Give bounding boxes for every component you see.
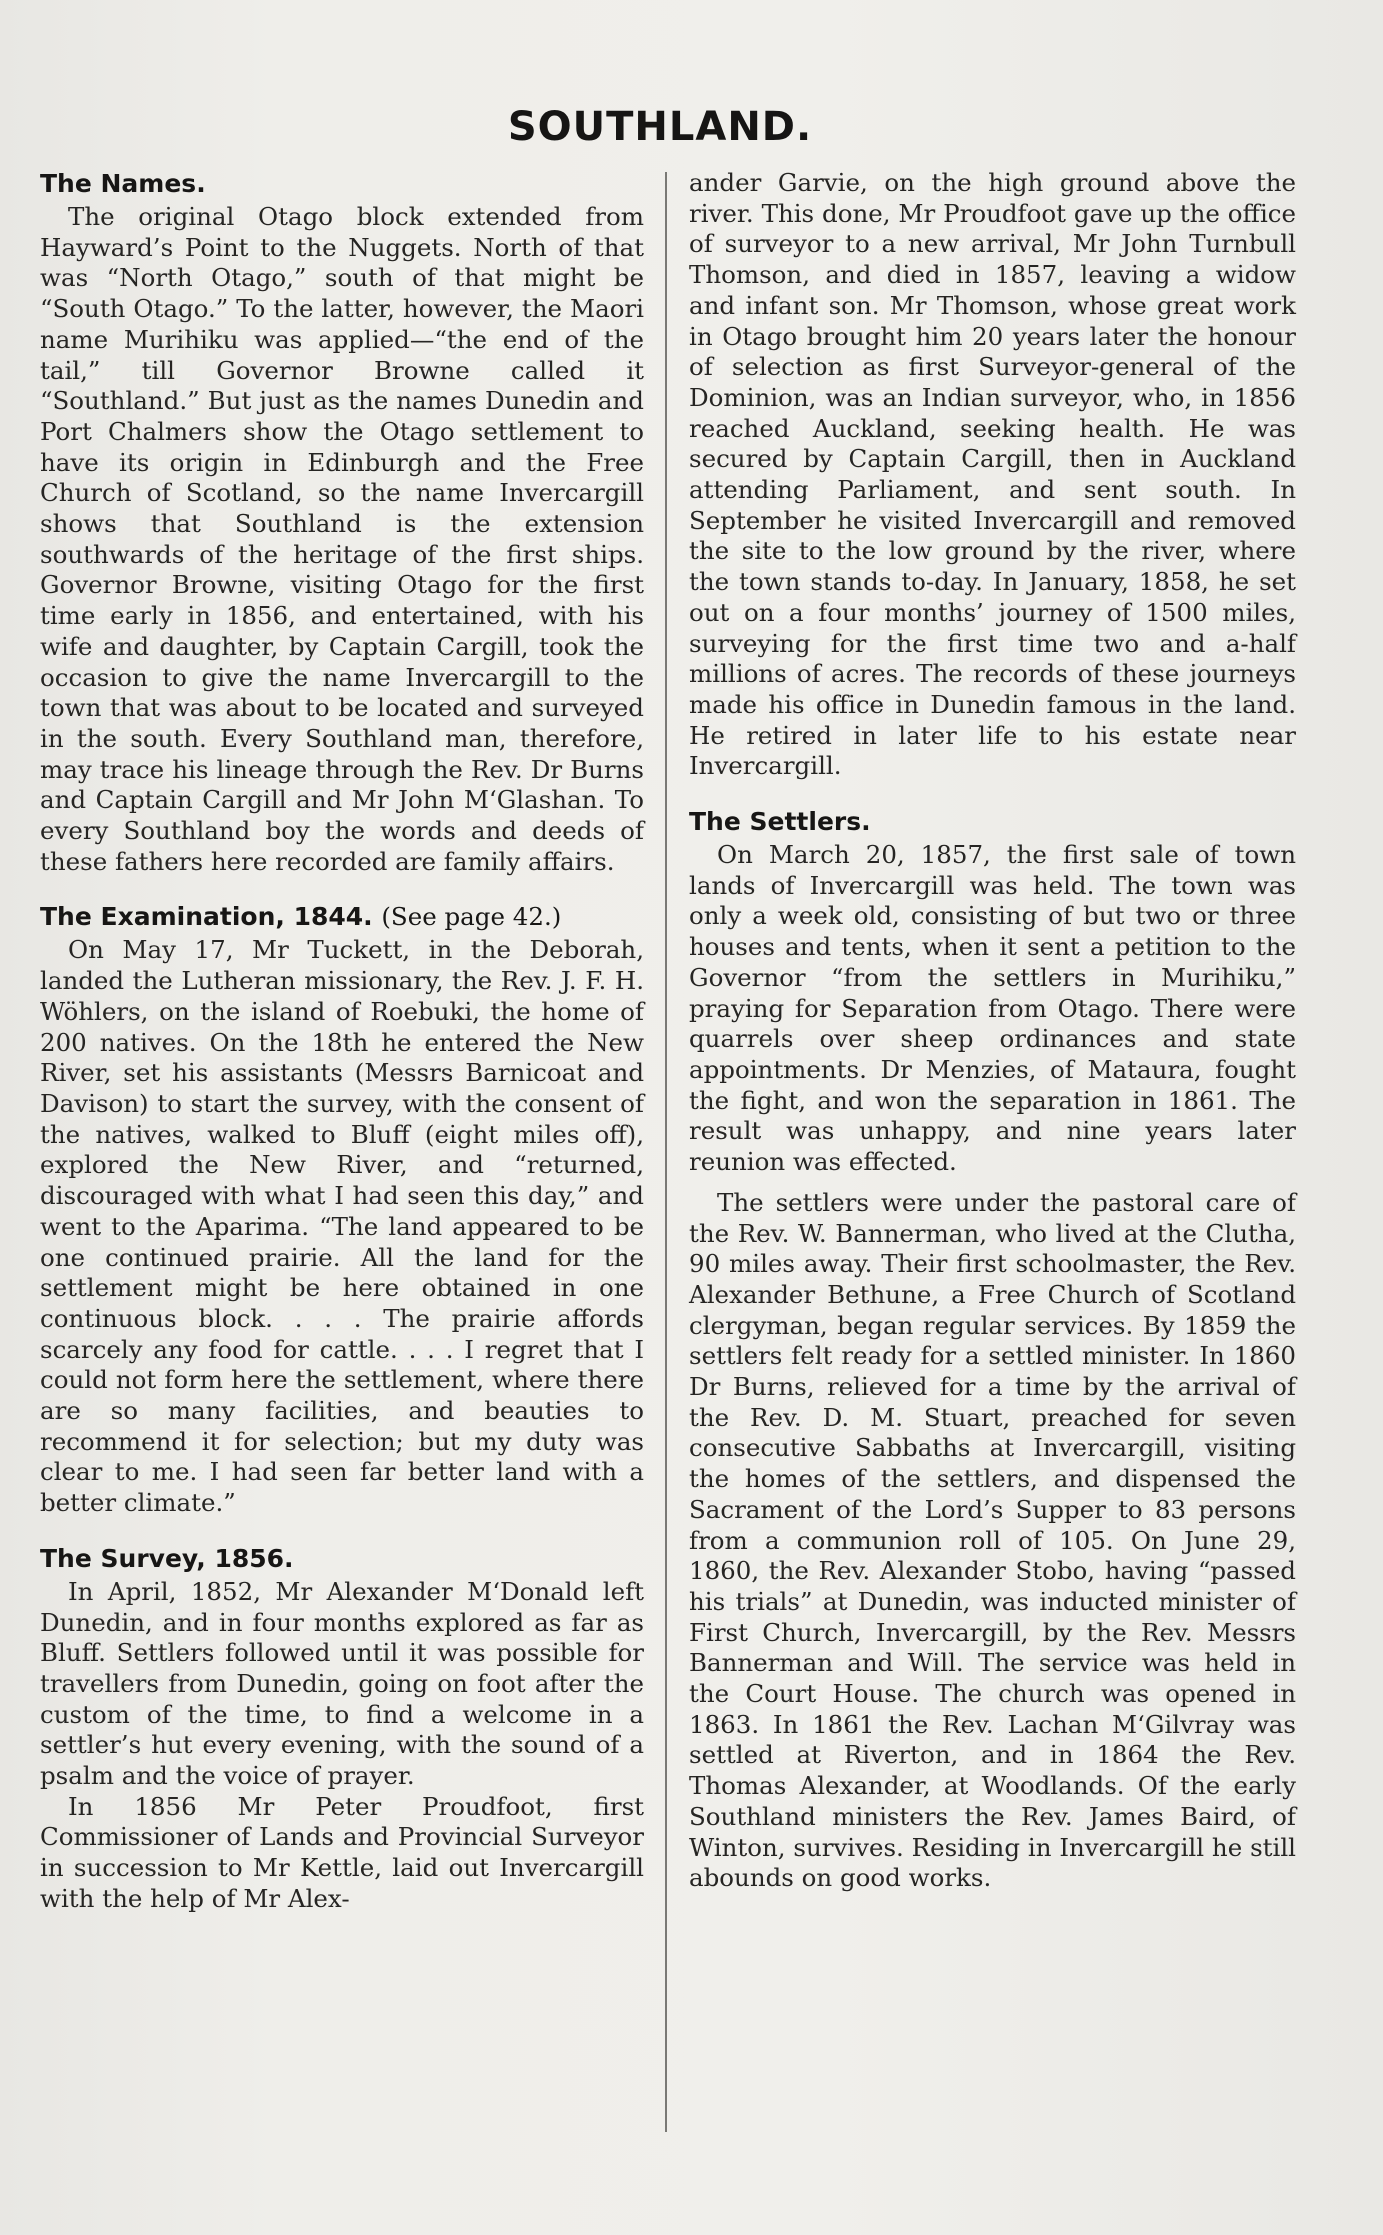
page-title: SOUTHLAND.	[507, 104, 813, 150]
section-heading-names: The Names.	[40, 169, 206, 198]
section-heading-settlers: The Settlers.	[689, 807, 871, 837]
paragraph-settlers-2: The settlers were under the pastoral care of the Rev. W. Bannerman, who lived at the Clutha, 90 miles away. Their first schoolmaster, the Rev. Alexander Bethune, a Free Church of Scotland clergyman, began regular services. By 1859 the settlers felt ready for a settled minister. In 1860 Dr Burns, relieved for a time by the arrival of the Rev. D. M. Stuart, preached for seven consecutive Sabbaths at Invercargill, visiting the homes of the settlers, and dispensed the Sacrament of the Lord’s Supper to 83 persons from a communion roll of 105. On June 29, 1860, the Rev. Alexander Stobo, having “passed his trials” at Dunedin, was inducted minister of First Church, Invercargill, by the Rev. Messrs Bannerman and Will. The service was held in the Court House. The church was opened in 1863. In 1861 the Rev. Lachan M‘Gilvray was settled at Riverton, and in 1864 the Rev. Thomas Alexander, at Woodlands. Of the early Southland ministers the Rev. James Baird, of Winton, survives. Residing in Invercargill he still abounds on good works.	[689, 1187, 1296, 1893]
examination-heading-text: The Examination, 1844.	[40, 902, 373, 932]
examination-page-note: (See page 42.)	[381, 902, 562, 932]
left-column	[40, 168, 644, 1915]
paragraph-examination: On May 17, Mr Tuckett, in the Deborah, landed the Lutheran missionary, the Rev. J. F. H. Wöhlers, on the island of Roebuki, the home of 200 natives. On the 18th he entered the New River, set his assistants (Messrs Barnicoat and Davison) to start the survey, with the consent of the natives, walked to Bluff (eight miles off), explored the New River, and “returned, discouraged with what I had seen this day,” and went to the Aparima. “The land appeared to be one continued prairie. All the land for the settlement might be here obtained in one continuous block. . . . The prairie affords scarcely any food for cattle. . . . I regret that I could not form here the settlement, where there are so many facilities, and beauties to recommend it for selection; but my duty was clear to me. I had seen far better land with a better climate.”	[40, 935, 644, 1518]
paragraph-survey-continued: ander Garvie, on the high ground above the river. This done, Mr Proudfoot gave up the office of surveyor to a new arrival, Mr John Turnbull Thomson, and died in 1857, leaving a widow and infant son. Mr Thomson, whose great work in Otago brought him 20 years later the honour of selection as first Surveyor-general of the Dominion, was an Indian surveyor, who, in 1856 reached Auckland, seeking health. He was secured by Captain Cargill, then in Auckland attending Parliament, and sent south. In September he visited Invercargill and removed the site to the low ground by the river, where the town stands to-day. In January, 1858, he set out on a four months’ journey of 1500 miles, surveying for the first time two and a-half millions of acres. The records of these journeys made his office in Dunedin famous in the land. He retired in later life to his estate near Invercargill.	[689, 168, 1296, 781]
paragraph-survey-2: In 1856 Mr Peter Proudfoot, first Commissioner of Lands and Provincial Surveyor in succession to Mr Kettle, laid out Invercargill with the help of Mr Alex-	[40, 1791, 644, 1913]
section-heading-survey: The Survey, 1856.	[40, 1543, 294, 1573]
section-heading-examination	[40, 901, 644, 933]
paragraph-names: The original Otago block extended from Hayward’s Point to the Nuggets. North of that was “North Otago,” south of that might be “South Otago.” To the latter, however, the Maori name Murihiku was applied—“the end of the tail,” till Governor Browne called it “Southland.” But just as the names Dunedin and Port Chalmers show the Otago settlement to have its origin in Edinburgh and the Free Church of Scotland, so the name Invercargill shows that Southland is the extension southwards of the heritage of the first ships. Governor Browne, visiting Otago for the first time early in 1856, and entertained, with his wife and daughter, by Captain Cargill, took the occasion to give the name Invercargill to the town that was about to be located and surveyed in the south. Every Southland man, therefore, may trace his lineage through the Rev. Dr Burns and Captain Cargill and Mr John M‘Glashan. To every Southland boy the words and deeds of these fathers here recorded are family affairs.	[40, 202, 644, 876]
paragraph-settlers-1: On March 20, 1857, the first sale of town lands of Invercargill was held. The town was only a week old, consisting of but two or three houses and tents, when it sent a petition to the Governor “from the settlers in Murihiku,” praying for Separation from Otago. There were quarrels over sheep ordinances and state appointments. Dr Menzies, of Mataura, fought the fight, and won the separation in 1861. The result was unhappy, and nine years later reunion was effected.	[689, 840, 1296, 1177]
right-column	[689, 168, 1296, 1894]
column-divider	[665, 172, 667, 2132]
paragraph-survey-1: In April, 1852, Mr Alexander M‘Donald left Dunedin, and in four months explored as far as Bluff. Settlers followed until it was possible for travellers from Dunedin, going on foot after the custom of the time, to find a welcome in a settler’s hut every evening, with the sound of a psalm and the voice of prayer.	[40, 1576, 644, 1791]
